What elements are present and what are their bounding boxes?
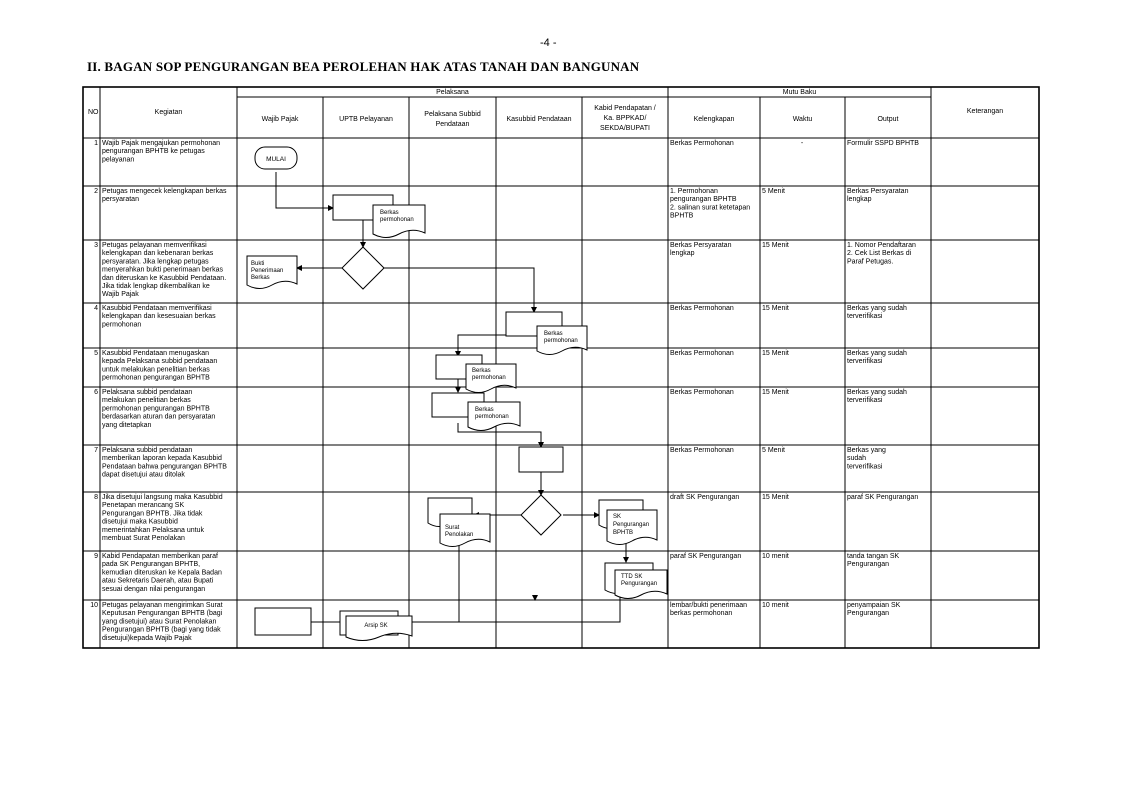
kegiatan-text: disetujui)kepada Wajib Pajak — [102, 634, 192, 642]
output-text: Berkas yang sudah — [847, 389, 907, 396]
berkas-permohonan-label: permohonan — [475, 414, 509, 420]
output-text: terverifikasi — [847, 358, 883, 366]
kegiatan-text: permohonan pengurangan BPHTB — [102, 405, 210, 413]
bukti-penerimaan-label: Berkas — [251, 275, 270, 281]
kegiatan-text: dapat disetujui atau ditolak — [102, 471, 185, 479]
connector-kasubbid-to-pelaksana — [458, 335, 506, 356]
kelengkapan-text: lembar/bukti penerimaan — [670, 602, 748, 609]
row-number: 9 — [94, 553, 98, 560]
output-text: Berkas Persyaratan — [847, 188, 909, 195]
row-number: 2 — [94, 188, 98, 195]
header-subbid: Pendataan — [435, 121, 470, 128]
sk-pengurangan-label: Pengurangan — [613, 522, 650, 528]
bukti-penerimaan-label: Penerimaan — [251, 268, 284, 274]
output-text: Paraf Petugas. — [847, 258, 894, 266]
verifikasi-decision — [342, 247, 384, 289]
kelengkapan-text: Berkas Persyaratan — [670, 242, 732, 249]
kegiatan-text: pelayanan — [102, 156, 135, 164]
output-text: Formulir SSPD BPHTB — [847, 140, 919, 147]
kelengkapan-text: draft SK Pengurangan — [670, 494, 740, 501]
kegiatan-text: Jika tidak lengkap dikembalikan ke — [102, 283, 210, 290]
kegiatan-text: kelengkapan dan kesesuaian berkas — [102, 313, 216, 321]
header-kabid: Ka. BPPKAD/ — [603, 115, 647, 122]
kegiatan-text: Kabid Pendapatan memberikan paraf — [102, 553, 218, 560]
output-text: Berkas yang — [847, 447, 886, 454]
kegiatan-text: persyaratan. Jika lengkap petugas — [102, 258, 209, 266]
output-text: Pengurangan — [847, 561, 890, 569]
kelengkapan-text: berkas permohonan — [670, 610, 733, 618]
bukti-penerimaan-label: Bukti — [251, 261, 265, 267]
output-text: lengkap — [847, 196, 872, 204]
berkas-permohonan-label: Berkas — [475, 407, 494, 413]
kegiatan-text: Kasubbid Pendataan menugaskan — [102, 350, 210, 357]
kegiatan-text: menyerahkan bukti penerimaan berkas — [102, 266, 224, 274]
kegiatan-text: yang disetujui) atau Surat Penolakan — [102, 618, 217, 626]
berkas-permohonan-label: Berkas — [544, 331, 563, 337]
kegiatan-text: Pengurangan BPHTB (bagi yang tidak — [102, 626, 221, 634]
output-text: tanda tangan SK — [847, 553, 900, 560]
kegiatan-text: dan diteruskan ke Kasubbid Pendataan. — [102, 274, 227, 282]
kegiatan-text: untuk melakukan penelitian berkas — [102, 366, 210, 374]
output-text: Berkas yang sudah — [847, 305, 907, 312]
kelengkapan-text: Berkas Permohonan — [670, 305, 734, 312]
row-number: 6 — [94, 389, 98, 396]
kegiatan-text: Wajib Pajak — [102, 291, 139, 299]
ttd-sk-label: Pengurangan — [621, 581, 658, 587]
header-kegiatan: Kegiatan — [154, 109, 183, 116]
row-number: 1 — [94, 140, 98, 147]
connector-verifikasi-to-kasubbid — [384, 268, 534, 312]
kegiatan-text: persyaratan — [102, 196, 139, 204]
berkas-permohonan-label: Berkas — [380, 210, 399, 216]
kegiatan-text: pengurangan BPHTB ke petugas — [102, 148, 205, 156]
kegiatan-text: Jika disetujui langsung maka Kasubbid — [102, 494, 223, 501]
kegiatan-text: sesuai dengan nilai pengurangan — [102, 585, 206, 593]
row-number: 7 — [94, 447, 98, 454]
page-number: -4 - — [540, 37, 557, 49]
row-number: 8 — [94, 494, 98, 501]
row-number: 4 — [94, 305, 98, 312]
ttd-sk-label: TTD SK — [621, 574, 643, 580]
kegiatan-text: permohonan pengurangan BPHTB — [102, 374, 210, 382]
header-pelaksana: Pelaksana — [436, 89, 469, 96]
mulai-label: MULAI — [266, 156, 286, 163]
kegiatan-text: Pelaksana subbid pendataan — [102, 447, 193, 454]
output-text: sudah — [847, 455, 867, 463]
kegiatan-text: berdasarkan aturan dan persyaratan — [102, 413, 216, 421]
kegiatan-text: Pendataan bahwa pengurangan BPHTB — [102, 463, 227, 471]
kegiatan-text: pada SK Pengurangan BPHTB, — [102, 561, 201, 569]
kelengkapan-text: 1. Permohonan — [670, 188, 718, 195]
surat-penolakan-label: Surat — [445, 525, 460, 531]
output-text: 1. Nomor Pendaftaran — [847, 242, 916, 249]
header-output: Output — [877, 116, 899, 123]
berkas-permohonan-label: permohonan — [544, 338, 578, 344]
kelengkapan-text: Berkas Permohonan — [670, 350, 734, 357]
kelengkapan-text: Berkas Permohonan — [670, 140, 734, 147]
header-subbid: Pelaksana Subbid — [424, 111, 481, 118]
laporan-box — [519, 447, 563, 472]
arsip-sk-label: Arsip SK — [364, 623, 388, 629]
berkas-permohonan-label: permohonan — [380, 217, 414, 223]
header-kabid: SEKDA/BUPATI — [600, 125, 650, 132]
output-text: Pengurangan — [847, 610, 890, 618]
persetujuan-decision — [521, 495, 561, 535]
output-text: 2. Cek List Berkas di — [847, 250, 912, 258]
connector-mulai-to-cek — [276, 172, 333, 208]
kegiatan-text: memerintahkan Pelaksana untuk — [102, 526, 204, 534]
sk-pengurangan-label: BPHTB — [613, 530, 634, 536]
waktu-text: 15 Menit — [762, 242, 789, 249]
row-number: 3 — [94, 242, 98, 249]
kegiatan-text: permohonan — [102, 321, 142, 329]
waktu-text: 15 Menit — [762, 494, 789, 501]
kegiatan-text: atau Sekretaris Daerah, atau Bupati — [102, 577, 214, 585]
header-uptb: UPTB Pelayanan — [339, 116, 393, 123]
kelengkapan-text: paraf SK Pengurangan — [670, 553, 742, 560]
berkas-permohonan-label: permohonan — [472, 375, 506, 381]
kegiatan-text: memberikan laporan kepada Kasubbid — [102, 455, 222, 463]
kelengkapan-text: lengkap — [670, 250, 695, 258]
kelengkapan-text: BPHTB — [670, 212, 694, 220]
kegiatan-text: Petugas pelayanan memverifikasi — [102, 242, 207, 249]
waktu-text: 15 Menit — [762, 305, 789, 312]
kegiatan-text: Petugas mengecek kelengkapan berkas — [102, 188, 227, 195]
header-wajib-pajak: Wajib Pajak — [261, 116, 299, 123]
kegiatan-text: yang ditetapkan — [102, 421, 152, 429]
kegiatan-text: Penetapan merancang SK — [102, 502, 185, 510]
output-text: terverifikasi — [847, 397, 883, 405]
kegiatan-text: kelengkapan dan kebenaran berkas — [102, 250, 214, 258]
waktu-text: 5 Menit — [762, 188, 785, 195]
kegiatan-text: Pengurangan BPHTB. Jika tidak — [102, 510, 203, 518]
header-mutu-baku: Mutu Baku — [782, 89, 817, 96]
header-waktu: Waktu — [792, 116, 813, 123]
connector-penolakan-to-arsip — [412, 545, 459, 622]
header-kelengkapan: Kelengkapan — [693, 116, 735, 123]
kelengkapan-text: Berkas Permohonan — [670, 389, 734, 396]
table-border — [83, 87, 1039, 648]
output-text: paraf SK Pengurangan — [847, 494, 919, 501]
waktu-text: 10 menit — [762, 602, 789, 609]
kegiatan-text: melakukan penelitian berkas — [102, 397, 191, 405]
header-kabid: Kabid Pendapatan / — [594, 105, 656, 112]
header-no: NO — [88, 109, 99, 116]
kelengkapan-text: Berkas Permohonan — [670, 447, 734, 454]
kegiatan-text: Petugas pelayanan mengirimkan Surat — [102, 602, 223, 609]
kegiatan-text: membuat Surat Penolakan — [102, 535, 185, 542]
waktu-text: 15 Menit — [762, 389, 789, 396]
kelengkapan-text: 2. salinan surat ketetapan — [670, 204, 751, 212]
output-text: penyampaian SK — [847, 602, 901, 609]
header-kasubbid: Kasubbid Pendataan — [506, 116, 572, 123]
kegiatan-text: kemudian diteruskan ke Kepala Badan — [102, 569, 222, 577]
waktu-text: 10 menit — [762, 553, 789, 560]
output-text: terverifikasi — [847, 313, 883, 321]
kegiatan-text: Wajib Pajak mengajukan permohonan — [102, 140, 221, 147]
kegiatan-text: Kasubbid Pendataan memverifikasi — [102, 305, 212, 312]
kegiatan-text: Keputusan Pengurangan BPHTB (bagi — [102, 610, 223, 618]
waktu-text: 15 Menit — [762, 350, 789, 357]
header-keterangan: Keterangan — [966, 108, 1004, 115]
kegiatan-text: kepada Pelaksana subbid pendataan — [102, 358, 218, 366]
waktu-text: - — [800, 140, 804, 147]
row-number: 10 — [90, 602, 98, 609]
wajib-pajak-terima-box — [255, 608, 311, 635]
sk-pengurangan-label: SK — [613, 514, 622, 520]
kelengkapan-text: pengurangan BPHTB — [670, 196, 737, 204]
output-text: Berkas yang sudah — [847, 350, 907, 357]
kegiatan-text: disetujui maka Kasubbid — [102, 518, 178, 526]
output-text: terverifikasi — [847, 463, 883, 471]
berkas-permohonan-label: Berkas — [472, 368, 491, 374]
waktu-text: 5 Menit — [762, 447, 785, 454]
surat-penolakan-label: Penolakan — [445, 532, 474, 538]
row-number: 5 — [94, 350, 98, 357]
page-title: II. BAGAN SOP PENGURANGAN BEA PEROLEHAN HAK ATAS TANAH DAN BANGUNAN — [87, 59, 640, 74]
kegiatan-text: Pelaksana subbid pendataan — [102, 389, 193, 396]
